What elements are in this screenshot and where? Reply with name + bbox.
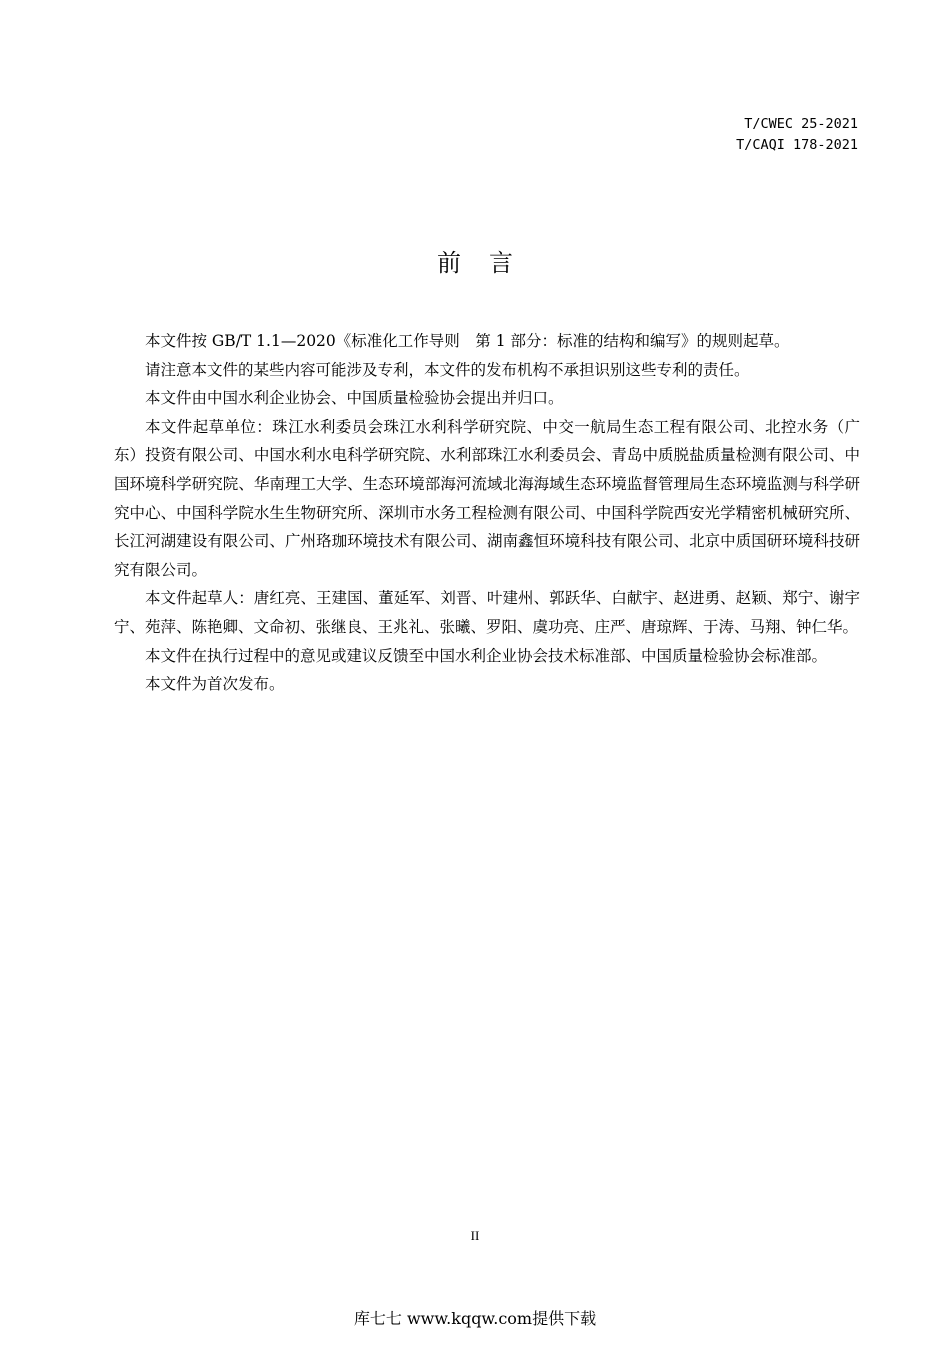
- download-watermark: 库七七 www.kqqw.com提供下载: [353, 1309, 597, 1328]
- standard-code-cwec: T/CWEC 25-2021: [744, 116, 858, 132]
- page-number: II: [470, 1228, 480, 1243]
- paragraph-drafting-units: 本文件起草单位：珠江水利委员会珠江水利科学研究院、中交一航局生态工程有限公司、北控水务（广东）投资有限公司、中国水利水电科学研究院、水利部珠江水利委员会、青岛中质脱盐质量检测有限公司、中国环境科学研究院、华南理工大学、生态环境部海河流域北海海域生态环境监督管理局生态环境监测与科学研究中心、中国科学院水生生物研究所、深圳市水务工程检测有限公司、中国科学院西安光学精密机械研究所、长江河湖建设有限公司、广州珞珈环境技术有限公司、湖南鑫恒环境科技有限公司、北京中质国研环境科技研究有限公司。: [114, 417, 860, 579]
- paragraph-drafting-rules: 本文件按 GB/T 1.1—2020《标准化工作导则 第 1 部分：标准的结构和编写》的规则起草。: [145, 332, 790, 350]
- standard-codes: [736, 114, 858, 156]
- paragraph-patent-notice: 请注意本文件的某些内容可能涉及专利，本文件的发布机构不承担识别这些专利的责任。: [145, 360, 750, 379]
- paragraph-feedback: 本文件在执行过程中的意见或建议反馈至中国水利企业协会技术标准部、中国质量检验协会标准部。: [145, 646, 828, 665]
- paragraph-first-release: 本文件为首次发布。: [145, 675, 285, 694]
- foreword-body: [114, 327, 860, 699]
- standard-code-caqi: T/CAQI 178-2021: [736, 137, 858, 153]
- paragraph-proposer: 本文件由中国水利企业协会、中国质量检验协会提出并归口。: [145, 389, 564, 408]
- page-title: 前言: [437, 249, 541, 277]
- paragraph-drafters: 本文件起草人：唐红亮、王建国、董延军、刘晋、叶建州、郭跃华、白献宇、赵进勇、赵颖、郑宁、谢宇宁、苑萍、陈艳卿、文命初、张继良、王兆礼、张曦、罗阳、虞功亮、庄严、唐琼辉、于涛、马翔、钟仁华。: [114, 589, 860, 636]
